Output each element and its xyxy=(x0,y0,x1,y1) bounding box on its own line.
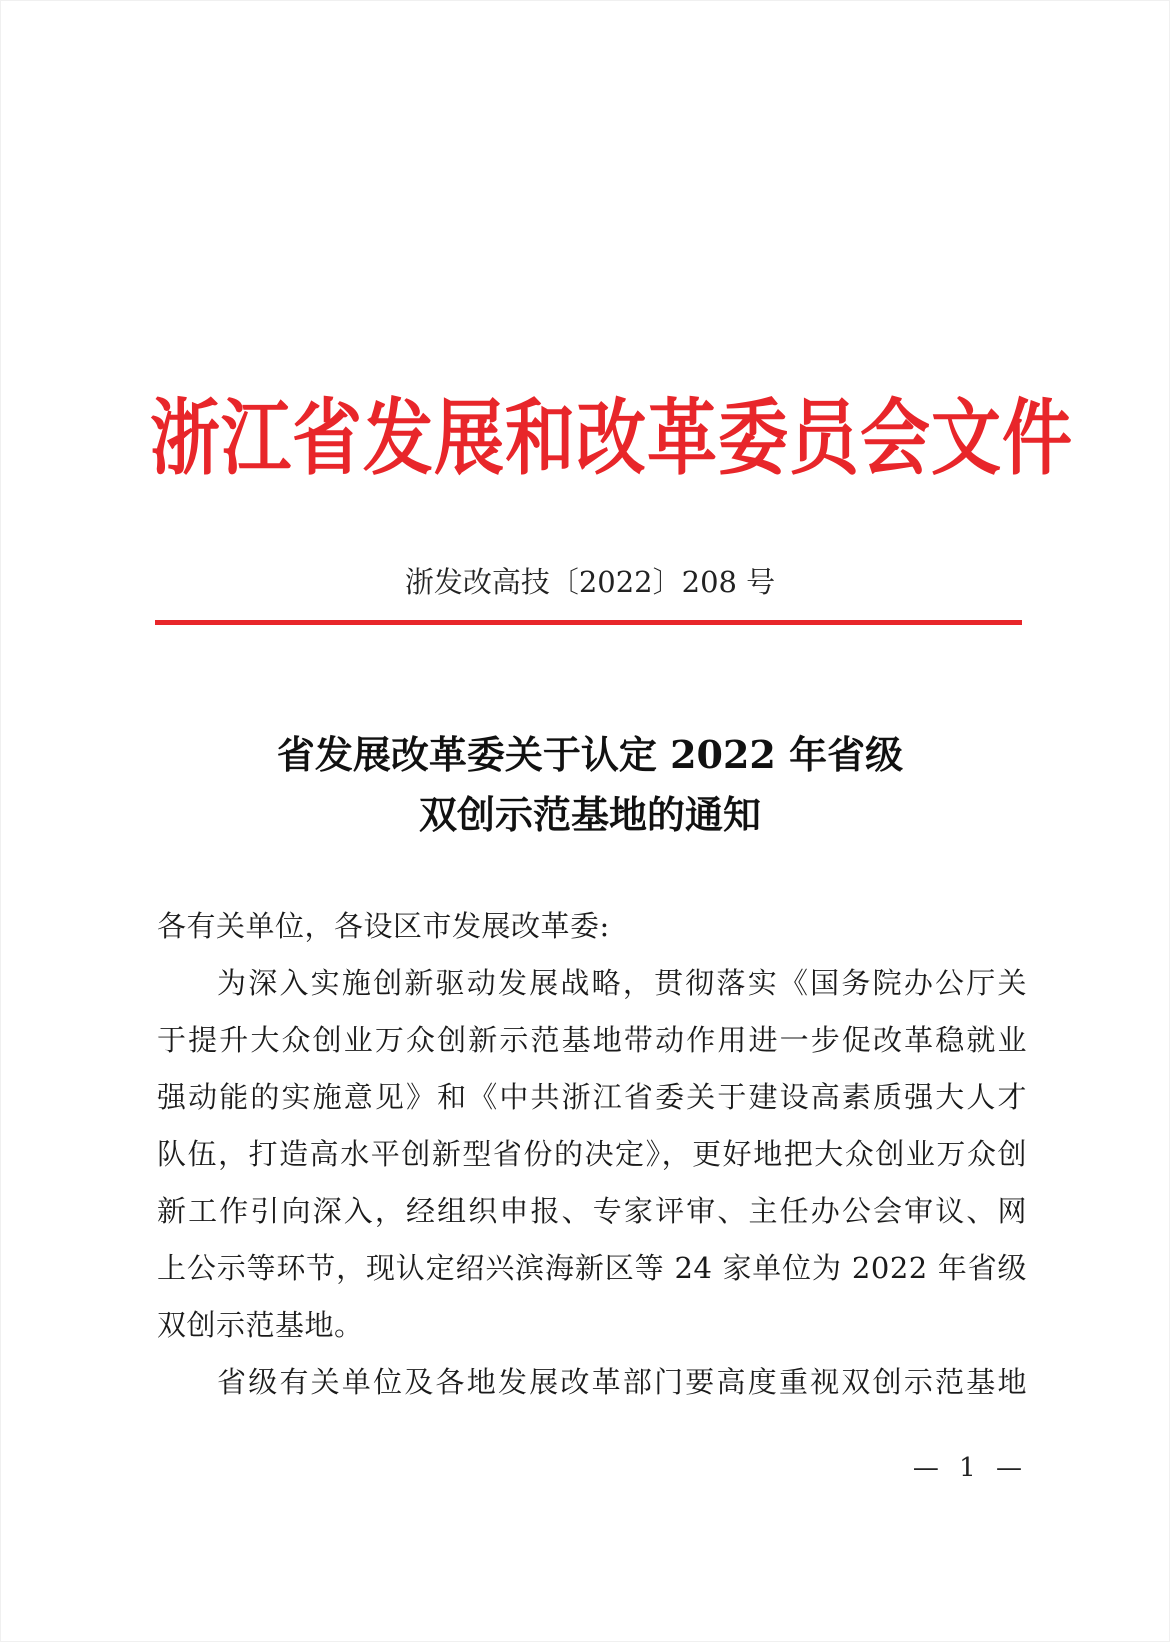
paragraph-line: 双创示范基地。 xyxy=(157,1308,364,1342)
paragraph-line: 于提升大众创业万众创新示范基地带动作用进一步促改革稳就业 xyxy=(157,1023,1027,1057)
paragraph-line: 省级有关单位及各地发展改革部门要高度重视双创示范基地 xyxy=(217,1365,1027,1399)
notice-body xyxy=(157,898,1027,1411)
red-divider xyxy=(155,620,1022,625)
notice-title-line-2: 双创示范基地的通知 xyxy=(418,792,761,837)
paragraph-line: 强动能的实施意见》和《中共浙江省委关于建设高素质强大人才 xyxy=(157,1080,1027,1114)
paragraph-line: 队伍，打造高水平创新型省份的决定》，更好地把大众创业万众创 xyxy=(157,1137,1027,1171)
paragraph-line: 为深入实施创新驱动发展战略，贯彻落实《国务院办公厅关 xyxy=(217,966,1027,1000)
paragraph-2 xyxy=(157,1354,1027,1411)
notice-title xyxy=(150,725,1030,845)
paragraph-line: 新工作引向深入，经组织申报、专家评审、主任办公会审议、网 xyxy=(157,1194,1027,1228)
page-number: — 1 — xyxy=(912,1453,1028,1483)
document-number: 浙发改高技〔2022〕208 号 xyxy=(404,565,776,599)
notice-title-line-1: 省发展改革委关于认定 2022 年省级 xyxy=(276,732,904,777)
salutation: 各有关单位，各设区市发展改革委: xyxy=(157,909,610,943)
masthead-title: 浙江省发展和改革委员会文件 xyxy=(150,388,1073,487)
paragraph-1 xyxy=(157,955,1027,1354)
paragraph-line: 上公示等环节，现认定绍兴滨海新区等 24 家单位为 2022 年省级 xyxy=(157,1251,1027,1285)
